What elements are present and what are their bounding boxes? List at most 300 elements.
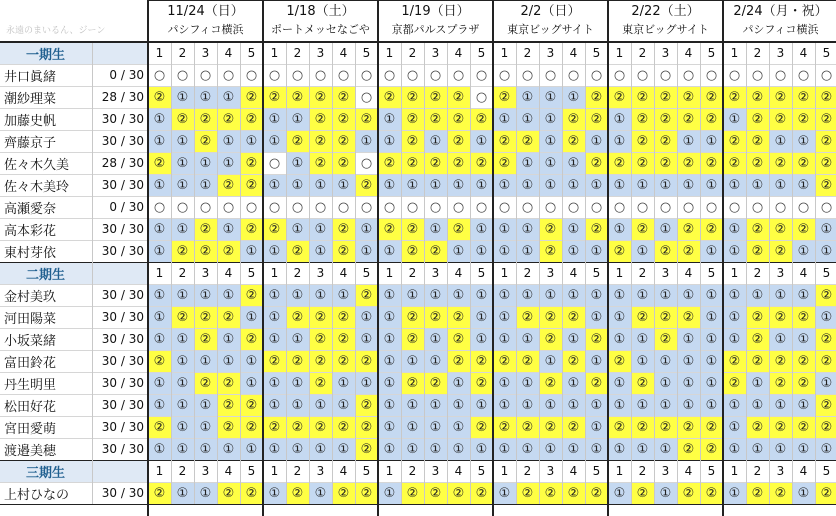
slot-part1: ① (585, 306, 608, 328)
slot-part2: ② (332, 108, 355, 130)
slot-part1: ① (378, 416, 401, 438)
slot-part1: ① (332, 438, 355, 460)
slot-part1: ① (516, 108, 539, 130)
slot-part2: ② (332, 306, 355, 328)
slot-part1: ① (723, 108, 746, 130)
slot-part2: ② (286, 240, 309, 262)
slot-part1: ① (631, 350, 654, 372)
slot-part2: ② (401, 240, 424, 262)
slot-part2: ② (746, 328, 769, 350)
slot-part2: ② (401, 86, 424, 108)
slot-part1: ① (171, 218, 194, 240)
slot-part1: ① (792, 240, 815, 262)
slot-number: 5 (247, 464, 256, 478)
slot-part2: ② (792, 86, 815, 108)
slot-part1: ① (148, 130, 171, 152)
slot-unavailable: ○ (309, 64, 332, 86)
slot-part2: ② (608, 86, 631, 108)
slot-part1: ① (355, 130, 378, 152)
slot-part2: ② (677, 152, 700, 174)
slot-part2: ② (700, 482, 723, 504)
slot-part1: ① (585, 130, 608, 152)
slot-number: 4 (454, 46, 463, 60)
slot-part2: ② (608, 416, 631, 438)
slot-part2: ② (608, 152, 631, 174)
slot-part2: ② (263, 350, 286, 372)
slot-part2: ② (148, 350, 171, 372)
slot-part2: ② (746, 482, 769, 504)
member-name: 小坂菜緒 (4, 333, 57, 349)
slot-unavailable: ○ (746, 64, 769, 86)
slot-part1: ① (539, 394, 562, 416)
slot-unavailable: ○ (677, 64, 700, 86)
slot-part1: ① (654, 482, 677, 504)
event-venue: パシフィコ横浜 (742, 23, 819, 36)
slot-part2: ② (424, 482, 447, 504)
slot-unavailable: ○ (309, 196, 332, 218)
slot-part2: ② (470, 416, 493, 438)
slot-part1: ① (700, 284, 723, 306)
slot-part2: ② (194, 218, 217, 240)
slot-part1: ① (608, 394, 631, 416)
slot-part1: ① (562, 240, 585, 262)
slot-part1: ① (723, 482, 746, 504)
slot-part1: ① (401, 350, 424, 372)
slot-part1: ① (217, 350, 240, 372)
slot-number: 4 (684, 464, 693, 478)
slot-part1: ① (217, 438, 240, 460)
slot-part2: ② (539, 240, 562, 262)
slot-part1: ① (792, 130, 815, 152)
event-date: 1/18（土） (286, 4, 355, 19)
slot-part1: ① (769, 174, 792, 196)
slot-number: 1 (615, 464, 624, 478)
slot-part1: ① (263, 394, 286, 416)
slot-part1: ① (516, 174, 539, 196)
slot-part1: ① (470, 174, 493, 196)
slot-part2: ② (424, 108, 447, 130)
slot-part2: ② (332, 86, 355, 108)
member-name: 上村ひなの (4, 487, 70, 503)
slot-part1: ① (240, 350, 263, 372)
slot-number: 1 (155, 464, 164, 478)
slot-part1: ① (792, 438, 815, 460)
slot-part1: ① (792, 284, 815, 306)
slot-part1: ① (148, 372, 171, 394)
slot-part1: ① (539, 350, 562, 372)
slot-number: 2 (638, 464, 647, 478)
slot-part1: ① (217, 130, 240, 152)
slot-part1: ① (746, 438, 769, 460)
slot-part1: ① (608, 372, 631, 394)
slot-unavailable: ○ (631, 64, 654, 86)
slot-part1: ① (378, 372, 401, 394)
slot-part1: ① (516, 152, 539, 174)
slot-part1: ① (286, 218, 309, 240)
slot-part2: ② (240, 394, 263, 416)
slot-part1: ① (148, 438, 171, 460)
slot-number: 1 (270, 464, 279, 478)
slot-part1: ① (815, 306, 836, 328)
slot-part2: ② (792, 152, 815, 174)
slot-part2: ② (470, 482, 493, 504)
slot-part2: ② (424, 306, 447, 328)
slot-part1: ① (148, 240, 171, 262)
slot-number: 3 (316, 266, 325, 280)
slot-part2: ② (654, 108, 677, 130)
event-date: 2/2（日） (520, 4, 581, 19)
slot-part2: ② (539, 328, 562, 350)
slot-part2: ② (447, 86, 470, 108)
slot-number: 1 (730, 464, 739, 478)
slot-part1: ① (194, 416, 217, 438)
slot-number: 2 (293, 266, 302, 280)
slot-part1: ① (332, 174, 355, 196)
slot-number: 5 (592, 464, 601, 478)
slot-count: 30 / 30 (101, 244, 144, 258)
slot-part1: ① (194, 350, 217, 372)
slot-part2: ② (746, 218, 769, 240)
slot-number: 4 (224, 46, 233, 60)
slot-number: 5 (592, 46, 601, 60)
slot-part2: ② (493, 416, 516, 438)
slot-unavailable: ○ (470, 196, 493, 218)
slot-number: 3 (661, 46, 670, 60)
slot-part2: ② (194, 328, 217, 350)
slot-part2: ② (677, 240, 700, 262)
slot-part1: ① (424, 130, 447, 152)
slot-part1: ① (723, 328, 746, 350)
slot-part1: ① (309, 240, 332, 262)
slot-part2: ② (401, 108, 424, 130)
slot-part1: ① (378, 174, 401, 196)
slot-part2: ② (815, 416, 836, 438)
slot-part1: ① (470, 328, 493, 350)
slot-part1: ① (562, 372, 585, 394)
slot-unavailable: ○ (332, 196, 355, 218)
slot-part2: ② (148, 152, 171, 174)
slot-number: 4 (684, 266, 693, 280)
slot-part2: ② (240, 174, 263, 196)
slot-number: 1 (385, 46, 394, 60)
slot-part1: ① (700, 328, 723, 350)
slot-part2: ② (401, 372, 424, 394)
event-venue: 京都パルスプラザ (391, 23, 480, 36)
slot-count: 30 / 30 (101, 310, 144, 324)
slot-part2: ② (631, 108, 654, 130)
slot-part1: ① (631, 240, 654, 262)
slot-part2: ② (631, 130, 654, 152)
slot-part1: ① (723, 218, 746, 240)
slot-part1: ① (516, 394, 539, 416)
event-date: 11/24（日） (167, 4, 244, 19)
slot-part1: ① (769, 328, 792, 350)
slot-part1: ① (171, 350, 194, 372)
slot-part2: ② (631, 152, 654, 174)
member-name: 松田好花 (4, 399, 57, 415)
slot-unavailable: ○ (815, 64, 836, 86)
slot-unavailable: ○ (631, 196, 654, 218)
slot-number: 2 (523, 46, 532, 60)
slot-part1: ① (677, 284, 700, 306)
slot-part1: ① (263, 438, 286, 460)
slot-unavailable: ○ (355, 64, 378, 86)
slot-part1: ① (677, 350, 700, 372)
slot-count: 28 / 30 (101, 156, 144, 170)
slot-part2: ② (470, 372, 493, 394)
slot-unavailable: ○ (263, 64, 286, 86)
slot-part2: ② (516, 130, 539, 152)
slot-part2: ② (654, 152, 677, 174)
slot-number: 2 (638, 46, 647, 60)
slot-unavailable: ○ (677, 196, 700, 218)
slot-part1: ① (677, 394, 700, 416)
slot-unavailable: ○ (355, 152, 378, 174)
slot-part2: ② (148, 482, 171, 504)
slot-part1: ① (263, 372, 286, 394)
slot-part1: ① (263, 328, 286, 350)
slot-part1: ① (355, 240, 378, 262)
slot-part1: ① (263, 482, 286, 504)
slot-number: 5 (822, 266, 831, 280)
slot-part2: ② (355, 394, 378, 416)
slot-part1: ① (539, 152, 562, 174)
slot-part1: ① (654, 350, 677, 372)
slot-part2: ② (585, 218, 608, 240)
slot-unavailable: ○ (447, 196, 470, 218)
member-name: 河田陽菜 (4, 311, 57, 327)
slot-part2: ② (424, 152, 447, 174)
slot-part1: ① (378, 438, 401, 460)
slot-number: 1 (500, 266, 509, 280)
slot-part1: ① (171, 152, 194, 174)
slot-part1: ① (746, 372, 769, 394)
slot-part2: ② (815, 86, 836, 108)
slot-number: 3 (776, 464, 785, 478)
slot-part1: ① (309, 482, 332, 504)
slot-part2: ② (769, 416, 792, 438)
slot-part1: ① (631, 174, 654, 196)
slot-part2: ② (700, 152, 723, 174)
slot-part2: ② (240, 86, 263, 108)
slot-number: 2 (293, 464, 302, 478)
slot-part1: ① (585, 174, 608, 196)
slot-part2: ② (263, 218, 286, 240)
slot-part2: ② (447, 130, 470, 152)
slot-part2: ② (286, 350, 309, 372)
slot-part1: ① (585, 350, 608, 372)
slot-part1: ① (723, 416, 746, 438)
slot-number: 2 (178, 266, 187, 280)
slot-part1: ① (493, 482, 516, 504)
slot-count: 30 / 30 (101, 354, 144, 368)
slot-part2: ② (194, 130, 217, 152)
slot-part2: ② (447, 350, 470, 372)
slot-part1: ① (516, 372, 539, 394)
slot-part1: ① (447, 372, 470, 394)
slot-part2: ② (217, 108, 240, 130)
slot-number: 1 (385, 464, 394, 478)
slot-unavailable: ○ (769, 196, 792, 218)
slot-part2: ② (286, 416, 309, 438)
slot-part1: ① (631, 328, 654, 350)
slot-part2: ② (309, 86, 332, 108)
slot-part2: ② (401, 152, 424, 174)
slot-part2: ② (447, 482, 470, 504)
slot-part1: ① (447, 416, 470, 438)
slot-part1: ① (608, 284, 631, 306)
slot-part2: ② (746, 86, 769, 108)
slot-part1: ① (309, 394, 332, 416)
slot-part2: ② (171, 108, 194, 130)
slot-number: 2 (408, 464, 417, 478)
slot-part1: ① (171, 372, 194, 394)
slot-part2: ② (332, 130, 355, 152)
slot-part1: ① (654, 218, 677, 240)
slot-part2: ② (769, 218, 792, 240)
slot-part2: ② (585, 372, 608, 394)
slot-part1: ① (654, 174, 677, 196)
slot-unavailable: ○ (171, 196, 194, 218)
slot-part1: ① (493, 218, 516, 240)
slot-number: 5 (247, 266, 256, 280)
member-name: 齊藤京子 (4, 135, 57, 151)
member-name: 佐々木美玲 (4, 179, 70, 195)
slot-unavailable: ○ (286, 64, 309, 86)
slot-part1: ① (424, 350, 447, 372)
slot-number: 2 (178, 464, 187, 478)
slot-number: 5 (247, 46, 256, 60)
slot-part2: ② (631, 218, 654, 240)
slot-unavailable: ○ (723, 196, 746, 218)
slot-part1: ① (286, 108, 309, 130)
slot-part2: ② (355, 482, 378, 504)
slot-part1: ① (585, 438, 608, 460)
slot-part1: ① (171, 130, 194, 152)
slot-unavailable: ○ (493, 64, 516, 86)
slot-part1: ① (470, 284, 493, 306)
slot-part2: ② (355, 108, 378, 130)
slot-part1: ① (516, 86, 539, 108)
slot-part2: ② (332, 416, 355, 438)
slot-number: 5 (477, 464, 486, 478)
slot-number: 1 (385, 266, 394, 280)
slot-unavailable: ○ (585, 64, 608, 86)
slot-part2: ② (631, 416, 654, 438)
slot-part1: ① (194, 152, 217, 174)
slot-part2: ② (585, 86, 608, 108)
slot-part1: ① (631, 438, 654, 460)
slot-part1: ① (263, 174, 286, 196)
slot-part1: ① (194, 284, 217, 306)
slot-part1: ① (378, 284, 401, 306)
slot-part1: ① (148, 394, 171, 416)
slot-unavailable: ○ (608, 64, 631, 86)
slot-part1: ① (447, 394, 470, 416)
slot-part1: ① (792, 482, 815, 504)
slot-number: 5 (822, 46, 831, 60)
slot-part2: ② (332, 152, 355, 174)
slot-number: 3 (546, 266, 555, 280)
slot-number: 3 (546, 464, 555, 478)
slot-part2: ② (746, 152, 769, 174)
slot-part2: ② (700, 86, 723, 108)
slot-number: 1 (155, 266, 164, 280)
slot-part1: ① (424, 284, 447, 306)
slot-part2: ② (723, 350, 746, 372)
slot-part2: ② (746, 130, 769, 152)
slot-part1: ① (447, 438, 470, 460)
slot-part1: ① (378, 328, 401, 350)
slot-part2: ② (815, 284, 836, 306)
slot-part1: ① (263, 130, 286, 152)
slot-part2: ② (746, 416, 769, 438)
slot-count: 30 / 30 (101, 288, 144, 302)
event-date: 2/24（月・祝） (733, 4, 828, 19)
slot-part1: ① (493, 372, 516, 394)
slot-part1: ① (769, 284, 792, 306)
slot-unavailable: ○ (700, 64, 723, 86)
slot-part2: ② (217, 240, 240, 262)
slot-part2: ② (447, 152, 470, 174)
slot-part2: ② (769, 306, 792, 328)
generation-label: 二期生 (0, 262, 148, 284)
slot-part1: ① (700, 130, 723, 152)
slot-number: 5 (707, 464, 716, 478)
slot-part2: ② (677, 438, 700, 460)
slot-part1: ① (654, 394, 677, 416)
slot-part2: ② (608, 350, 631, 372)
slot-part1: ① (378, 394, 401, 416)
slot-part1: ① (470, 218, 493, 240)
slot-part2: ② (516, 416, 539, 438)
slot-part1: ① (355, 306, 378, 328)
slot-part1: ① (493, 284, 516, 306)
slot-part1: ① (171, 394, 194, 416)
slot-number: 2 (293, 46, 302, 60)
slot-part1: ① (562, 86, 585, 108)
slot-number: 4 (454, 266, 463, 280)
slot-number: 1 (730, 266, 739, 280)
slot-part2: ② (654, 416, 677, 438)
slot-part1: ① (263, 108, 286, 130)
slot-part2: ② (654, 240, 677, 262)
slot-part2: ② (631, 372, 654, 394)
slot-part1: ① (171, 416, 194, 438)
slot-part1: ① (562, 284, 585, 306)
slot-count: 30 / 30 (101, 376, 144, 390)
slot-part2: ② (723, 372, 746, 394)
slot-part1: ① (585, 240, 608, 262)
slot-count: 0 / 30 (109, 200, 144, 214)
slot-part1: ① (378, 350, 401, 372)
slot-part1: ① (309, 438, 332, 460)
slot-part1: ① (240, 438, 263, 460)
slot-part2: ② (286, 306, 309, 328)
slot-part1: ① (700, 240, 723, 262)
slot-number: 4 (569, 266, 578, 280)
slot-part1: ① (677, 174, 700, 196)
slot-part2: ② (355, 438, 378, 460)
slot-unavailable: ○ (194, 196, 217, 218)
slot-part1: ① (424, 416, 447, 438)
slot-part2: ② (769, 108, 792, 130)
slot-part2: ② (769, 152, 792, 174)
slot-part1: ① (148, 218, 171, 240)
slot-number: 1 (155, 46, 164, 60)
slot-part2: ② (815, 174, 836, 196)
slot-part2: ② (263, 416, 286, 438)
